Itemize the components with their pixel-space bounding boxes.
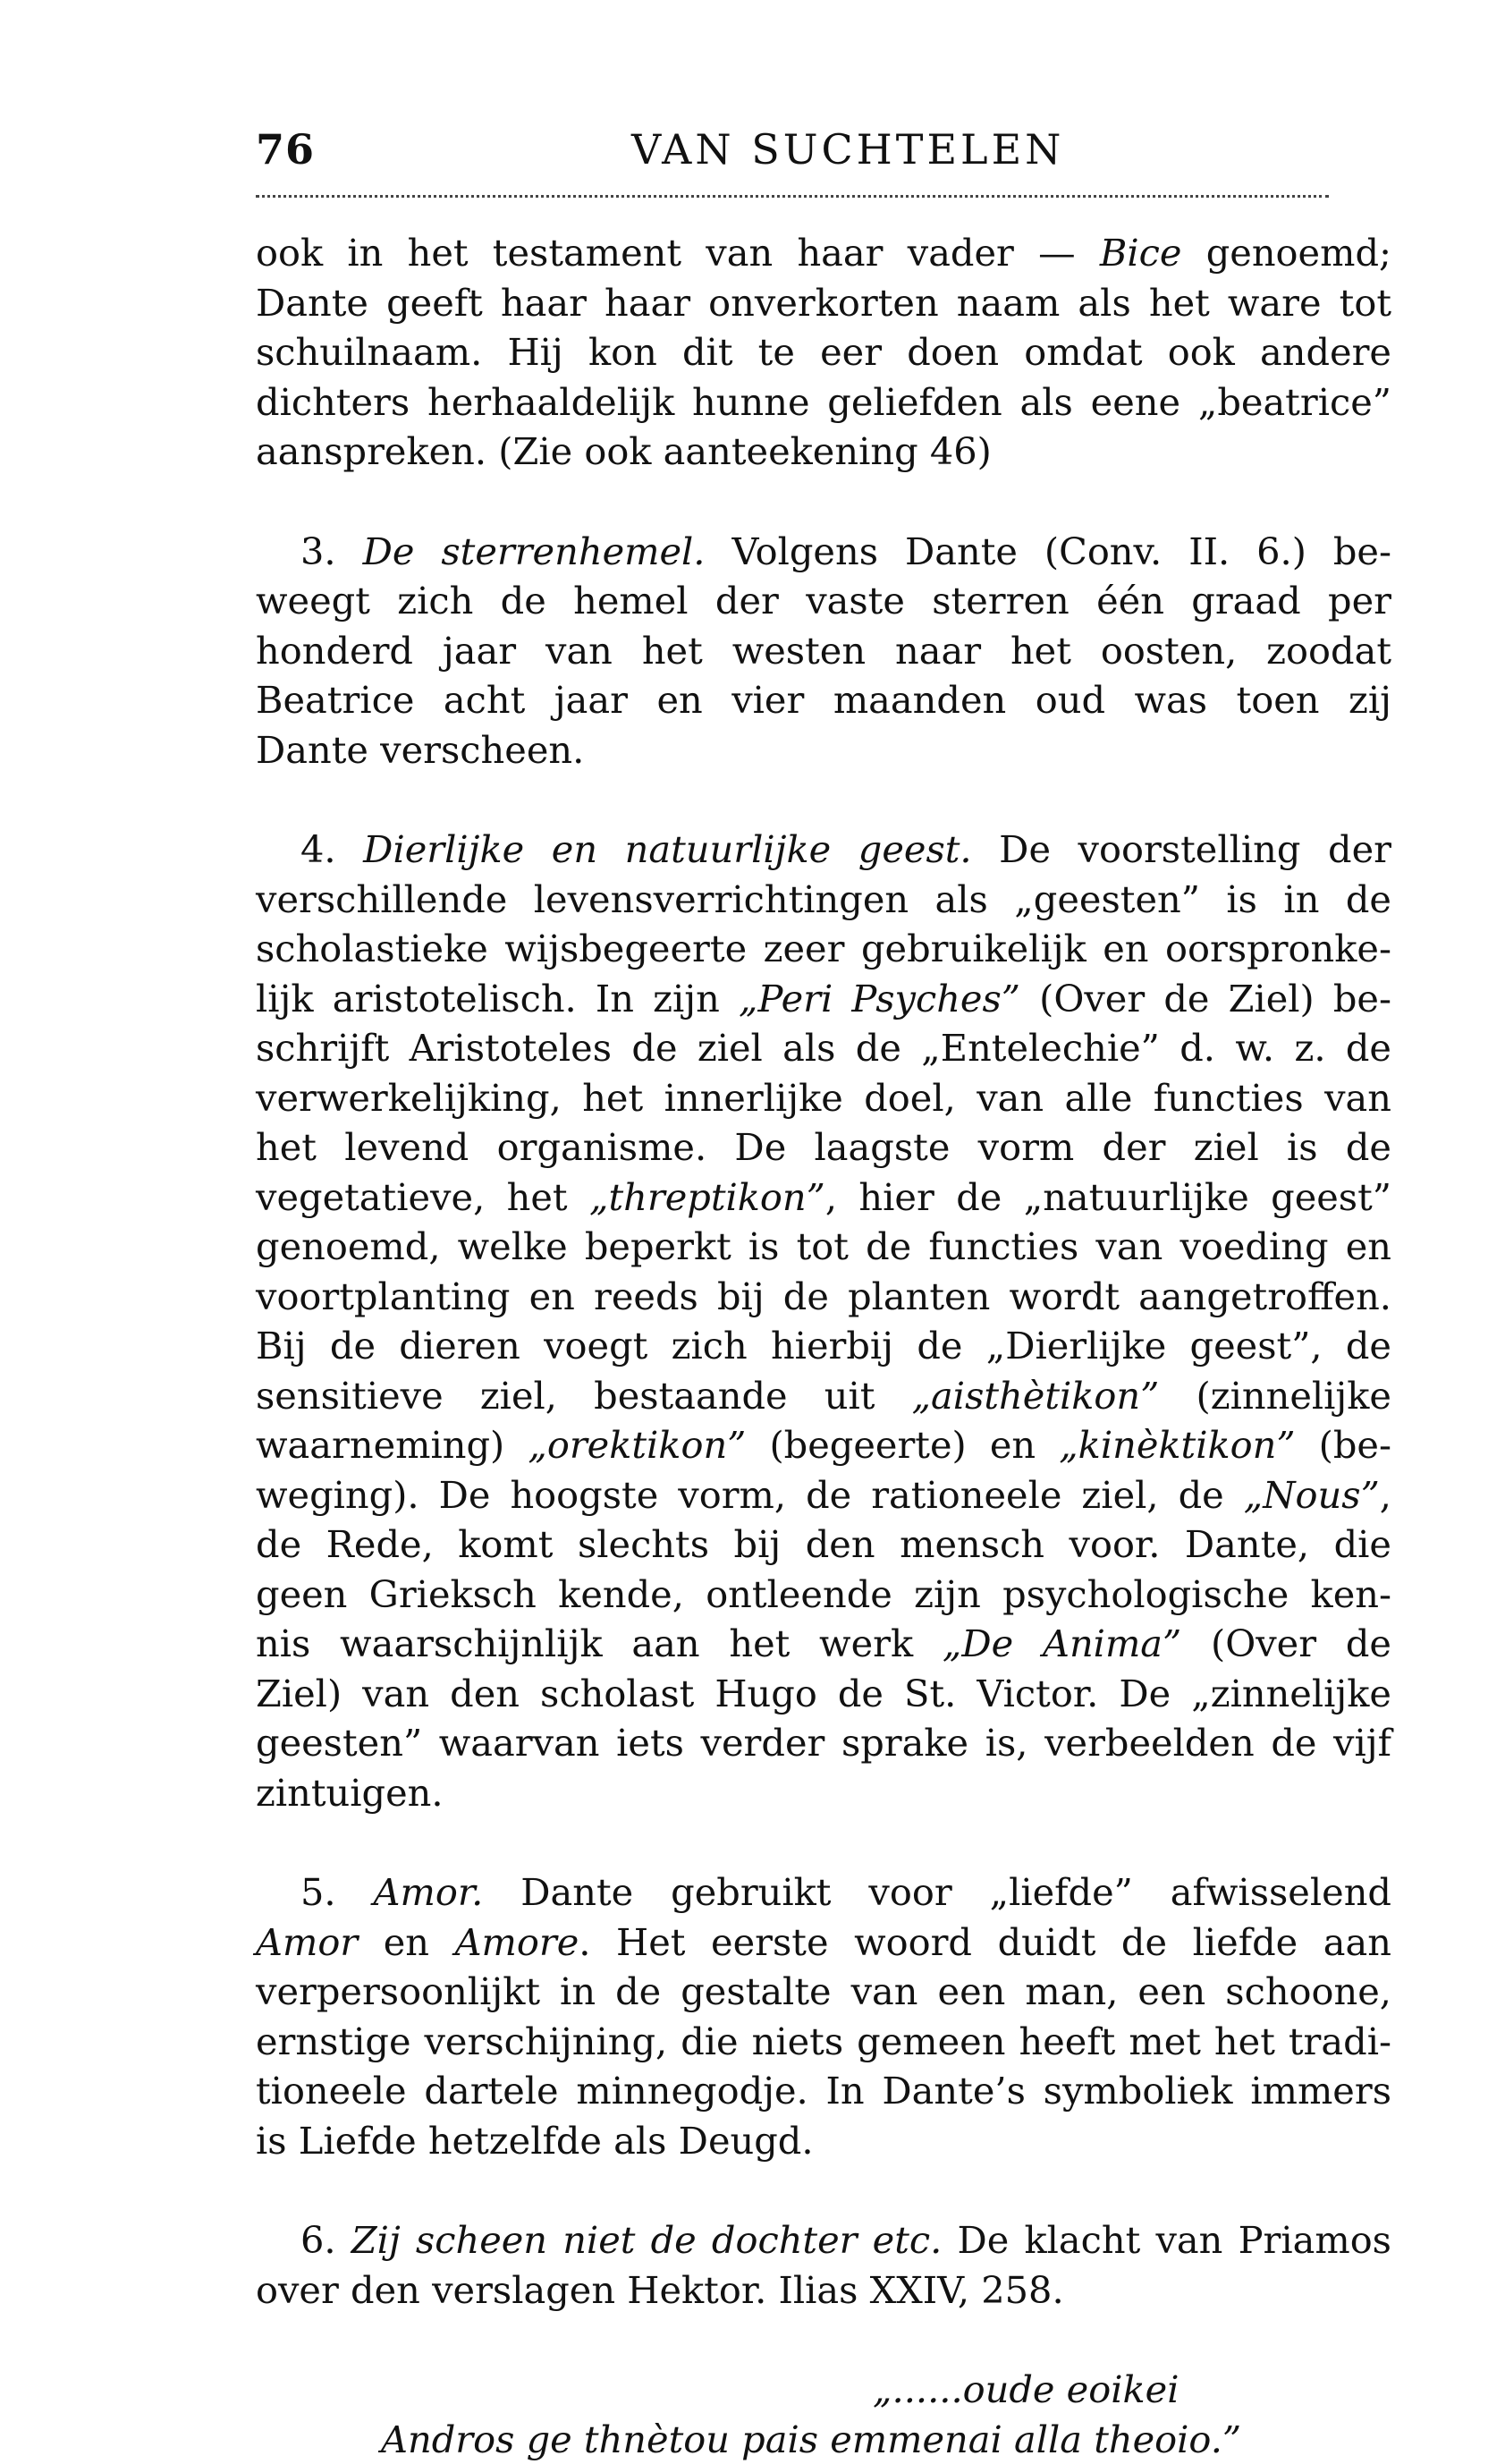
text-line: voortplanting en reeds bij de planten wordt aangetroffen. — [256, 1272, 1391, 1322]
text-line: Dante geeft haar haar onverkorten naam als het ware tot — [256, 278, 1391, 328]
text-line: Beatrice acht jaar en vier maanden oud was toen zij — [256, 675, 1391, 725]
note-number: 6. — [300, 2218, 336, 2262]
header-rule — [256, 195, 1329, 198]
text-line: aanspreken. (Zie ook aanteekening 46) — [256, 427, 1391, 477]
text-line: schrijft Aristoteles de ziel als de „Entelechie” d. w. z. de — [256, 1023, 1391, 1073]
text-line: weegt zich de hemel der vaste sterren één graad per — [256, 576, 1391, 626]
note-title: De sterrenhemel. — [363, 529, 706, 573]
text-line: 3. De sterrenhemel. Volgens Dante (Conv. II. 6.) be- — [256, 527, 1391, 577]
note-title: Zij scheen niet de dochter etc. — [351, 2218, 943, 2262]
text-line: verpersoonlijkt in de gestalte van een man, een schoone, — [256, 1967, 1391, 2017]
note-6 — [256, 2215, 1391, 2315]
text-line: Bij de dieren voegt zich hierbij de „Dierlijke geest”, de — [256, 1321, 1391, 1371]
text-line: 5. Amor. Dante gebruikt voor „liefde” afwisselend — [256, 1867, 1391, 1918]
note-5 — [256, 1867, 1391, 2165]
text-line: weging). De hoogste vorm, de rationeele ziel, de „Nous”, — [256, 1470, 1391, 1520]
body-text — [256, 228, 1391, 2464]
text-line: lijk aristotelisch. In zijn „Peri Psyches” (Over de Ziel) be- — [256, 974, 1391, 1024]
text-line: sensitieve ziel, bestaande uit „aisthètikon” (zinnelijke — [256, 1371, 1391, 1421]
text-line: schuilnaam. Hij kon dit te eer doen omdat ook andere — [256, 327, 1391, 377]
text-line: Ziel) van den scholast Hugo de St. Victor. De „zinnelijke — [256, 1669, 1391, 1719]
text-line: scholastieke wijsbegeerte zeer gebruikelijk en oorspronke- — [256, 924, 1391, 974]
text-line: nis waarschijnlijk aan het werk „De Anima” (Over de — [256, 1619, 1391, 1669]
text-line: is Liefde hetzelfde als Deugd. — [256, 2116, 1391, 2166]
text-line: dichters herhaaldelijk hunne geliefden als eene „beatrice” — [256, 377, 1391, 428]
text-line: de Rede, komt slechts bij den mensch voor. Dante, die — [256, 1520, 1391, 1570]
text-line: genoemd, welke beperkt is tot de functies van voeding en — [256, 1222, 1391, 1272]
note-4 — [256, 825, 1391, 1817]
text-line: Amor en Amore. Het eerste woord duidt de liefde aan — [256, 1918, 1391, 1968]
quote-line-2: Andros ge thnètou pais emmenai alla theoio.” — [256, 2415, 1391, 2464]
page-number: 76 — [256, 125, 315, 174]
note-title: Amor. — [374, 1870, 484, 1914]
text-line: vegetatieve, het „threptikon”, hier de „natuurlijke geest” — [256, 1173, 1391, 1223]
paragraph-1 — [256, 228, 1391, 477]
text-line: waarneming) „orektikon” (begeerte) en „kinèktikon” (be- — [256, 1420, 1391, 1470]
text-line: over den verslagen Hektor. Ilias XXIV, 258. — [256, 2265, 1391, 2316]
text-line: tioneele dartele minnegodje. In Dante’s symboliek immers — [256, 2066, 1391, 2116]
note-3 — [256, 527, 1391, 775]
text-line: 4. Dierlijke en natuurlijke geest. De voorstelling der — [256, 825, 1391, 875]
text-line: geesten” waarvan iets verder sprake is, verbeelden de vijf — [256, 1718, 1391, 1768]
text-line: honderd jaar van het westen naar het oosten, zoodat — [256, 626, 1391, 676]
text-line: het levend organisme. De laagste vorm der ziel is de — [256, 1122, 1391, 1173]
text-line: verwerkelijking, het innerlijke doel, van alle functies van — [256, 1073, 1391, 1123]
text-line: 6. Zij scheen niet de dochter etc. De klacht van Priamos — [256, 2215, 1391, 2265]
text-line: zintuigen. — [256, 1768, 1391, 1818]
note-title: Dierlijke en natuurlijke geest. — [363, 827, 971, 871]
note-number: 4. — [300, 827, 336, 871]
text-line: Dante verscheen. — [256, 725, 1391, 775]
text-line: ook in het testament van haar vader — Bice genoemd; — [256, 228, 1391, 278]
note-number: 3. — [300, 529, 336, 573]
note-number: 5. — [300, 1870, 336, 1914]
greek-quote — [256, 2365, 1391, 2464]
text-line: verschillende levensverrichtingen als „geesten” is in de — [256, 875, 1391, 925]
quote-line-1: „......oude eoikei — [256, 2365, 1391, 2415]
text-line: geen Grieksch kende, ontleende zijn psychologische ken- — [256, 1570, 1391, 1620]
text-line: ernstige verschijning, die niets gemeen heeft met het tradi- — [256, 2017, 1391, 2067]
page-header — [256, 125, 1329, 179]
running-title: VAN SUCHTELEN — [631, 125, 1064, 174]
